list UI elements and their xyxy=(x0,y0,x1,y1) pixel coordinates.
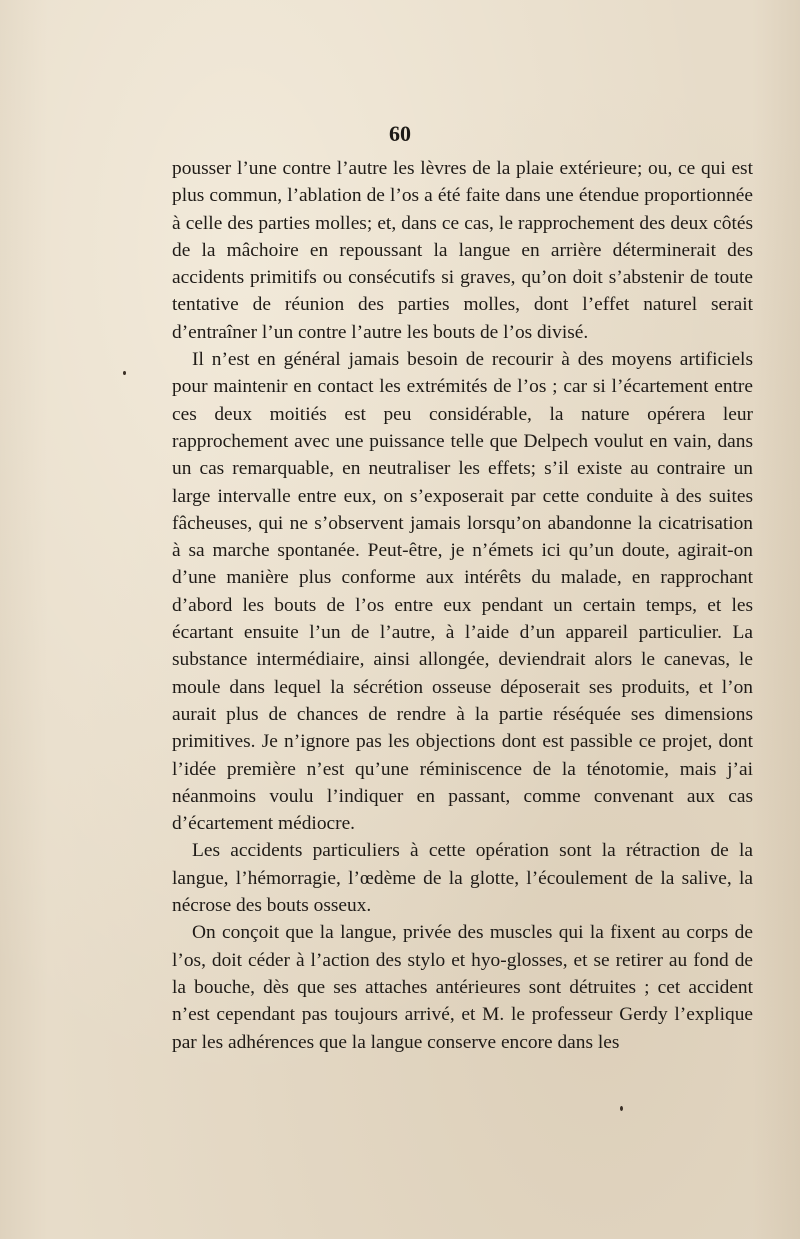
body-text xyxy=(172,155,753,1056)
paragraph-moyens-artificiels: Il n’est en général jamais besoin de recourir à des moyens artificiels pour maintenir en contact les extrémités de l’os ; car si l’écartement entre ces deux moitiés est peu considérable, la nature opérera leur rapprochement avec une puissance telle que Delpech voulut en vain, dans un cas remarquable, en neutraliser les effets; s’il existe au contraire un large intervalle entre eux, on s’exposerait par cette conduite à des suites fâcheuses, qui ne s’observent jamais lorsqu’on abandonne la cicatrisation à sa marche spontanée. Peut-être, je n’émets ici qu’un doute, agirait-on d’une manière plus conforme aux intérêts du malade, en rapprochant d’abord les bouts de l’os entre eux pendant un certain temps, et les écartant ensuite l’un de l’autre, à l’aide d’un appareil particulier. La substance intermédiaire, ainsi allongée, deviendrait alors le canevas, le moule dans lequel la sécrétion osseuse déposerait ses produits, et l’on aurait plus de chances de rendre à la partie réséquée ses dimensions primitives. Je n’ignore pas les objections dont est passible ce projet, dont l’idée première n’est qu’une réminiscence de la ténotomie, mais j’ai néanmoins voulu l’indiquer en passant, comme convenant aux cas d’écartement médiocre. xyxy=(172,349,753,835)
paragraph-continuation: pousser l’une contre l’autre les lèvres de la plaie extérieure; ou, ce qui est plus commun, l’ablation de l’os a été faite dans une étendue proportionnée à celle des parties molles; et, dans ce cas, le rapprochement des deux côtés de la mâchoire en repoussant la langue en arrière déterminerait des accidents primitifs ou consécutifs si graves, qu’on doit s’abstenir de toute tentative de réunion des parties molles, dont l’effet naturel serait d’entraîner l’un contre l’autre les bouts de l’os divisé. xyxy=(172,158,753,343)
paragraph-langue: On conçoit que la langue, privée des muscles qui la fixent au corps de l’os, doit céder à l’action des stylo et hyo-glosses, et se retirer au fond de la bouche, dès que ses attaches antérieures sont détruites ; cet accident n’est cependant pas toujours arrivé, et M. le professeur Gerdy l’explique par les adhérences que la langue conserve encore dans les xyxy=(172,922,753,1053)
paper-speck xyxy=(620,1106,623,1111)
paragraph-accidents: Les accidents particuliers à cette opération sont la rétraction de la langue, l’hémorragie, l’œdème de la glotte, l’écoulement de la salive, la nécrose des bouts osseux. xyxy=(172,840,753,917)
paper-speck xyxy=(123,371,126,375)
page-number: 60 xyxy=(389,121,411,146)
